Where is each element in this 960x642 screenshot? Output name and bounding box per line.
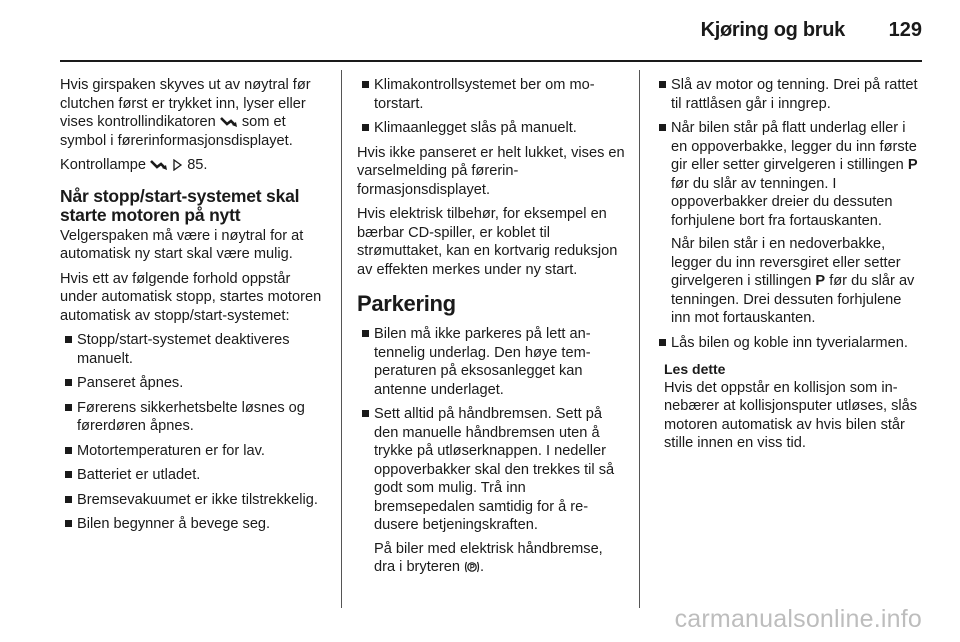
paragraph: Hvis ett av følgende forhold oppstår under automatisk stopp, startes motoren automatisk av stopp/start-systemet: (60, 270, 322, 324)
gear-shift-arrow-icon (220, 116, 238, 128)
lamp-page-ref: 85. (187, 157, 208, 173)
list-item-subparagraph (374, 540, 625, 577)
header-divider (60, 60, 922, 62)
list-item: Lås bilen og koble inn tyverialarmen. (654, 334, 924, 353)
list-item: Bremsevakuumet er ikke tilstrekkelig. (60, 491, 326, 510)
note-heading: Les dette (664, 361, 726, 377)
list-item: Klimaanlegget slås på manuelt. (357, 119, 625, 138)
list-item: Førerens sikkerhetsbelte løsnes og førerdøren åpnes. (60, 399, 326, 436)
paragraph: Velgerspaken må være i nøytral for at automatisk ny start skal være mulig. (60, 227, 304, 262)
list-item (357, 405, 625, 577)
gear-shift-arrow-icon (150, 159, 168, 171)
list-item: Slå av motor og tenning. Drei på rattet til rattlåsen går i inngrep. (654, 76, 924, 113)
column-1 (60, 76, 326, 540)
column-2 (357, 76, 625, 583)
list-item: Bilen begynner å bevege seg. (60, 515, 326, 534)
list-item: Motortemperaturen er for lav. (60, 442, 326, 461)
sub-text: Når bilen står i en nedoverbakke, legger du inn reversgiret eller setter girvelgeren i stillingen (671, 236, 901, 289)
column-3 (654, 76, 924, 453)
list-item: Panseret åpnes. (60, 374, 326, 393)
lamp-label: Kontrollampe (60, 157, 146, 173)
paragraph: Hvis ikke panseret er helt lukket, vises en varselmelding på førerinformasjonsdisplayet. (357, 144, 625, 198)
section-heading: Når stopp/start-systemet skal starte motoren på nytt (60, 185, 300, 225)
lamp-reference (60, 156, 326, 175)
gear-position-label: P (907, 157, 918, 173)
paragraph: Hvis elektrisk tilbehør, for eksempel en bærbar CD-spiller, er koblet til strømuttaket, kan en kortvarig reduksjon av effekten merkes under ny start. (357, 206, 618, 278)
intro-text-b: som et symbol i førerinformasjonsdisplayet. (60, 114, 293, 149)
list-item-text: før du slår av tenningen. I oppoverbakker dreier du dessuten forhjulene bort fra fortauskanten. (671, 175, 893, 229)
note-box (654, 360, 924, 453)
intro-text-a: Hvis girspaken skyves ut av nøytral før clutchen først er trykket inn, lyser eller vises kontrollindikatoren (60, 77, 311, 130)
list-item-subparagraph (671, 235, 924, 328)
list-item-text: Når bilen står på flatt underlag eller i en oppoverbakke, legger du inn første gir eller setter girvelgeren i stillingen (671, 120, 917, 173)
list-item: Stopp/start-systemet deaktiveres manuelt. (60, 331, 326, 368)
list-item: Batteriet er utladet. (60, 466, 326, 485)
parking-brake-switch-icon (464, 560, 480, 574)
parking-list (357, 325, 625, 577)
condition-list (60, 331, 326, 534)
gear-position-label: P (815, 273, 826, 289)
column-divider (341, 70, 342, 608)
parking-list-continued (654, 76, 924, 352)
section-title: Kjøring og bruk (700, 19, 845, 41)
sub-text: På biler med elektrisk håndbremse, dra i bryteren (374, 540, 603, 575)
note-body: Hvis det oppstår en kollisjon som innebærer at kollisjonsputer utløses, slås motoren automatisk av hvis bilen står stille innen en viss tid. (664, 379, 918, 451)
watermark: carmanualsonline.info (674, 605, 922, 633)
section-heading: Parkering (357, 291, 456, 316)
page-number: 129 (888, 19, 922, 41)
reference-arrow-icon (172, 159, 183, 171)
page-header (0, 0, 960, 62)
list-item: Klimakontrollsystemet ber om motorstart. (357, 76, 625, 113)
intro-paragraph (60, 76, 326, 150)
list-item (654, 119, 924, 328)
list-item-text: Sett alltid på håndbremsen. Sett på den manuelle håndbremsen uten å trykke på utløserknappen. I nedeller oppoverbakker skal den trekkes til så godt som mulig. Trå inn bremsepedalen samtidig for å redusere betjeningskraften. (374, 406, 615, 533)
list-item: Bilen må ikke parkeres på lett antennelig underlag. Den høye temperaturen på eksosanlegget kan antenne underlaget. (357, 325, 625, 399)
column-divider (639, 70, 640, 608)
sub-text: før du slår av tenningen. Drei dessuten forhjulene inn mot fortauskanten. (671, 273, 915, 326)
condition-list-continued (357, 76, 625, 138)
sub-text-end: . (480, 559, 485, 575)
